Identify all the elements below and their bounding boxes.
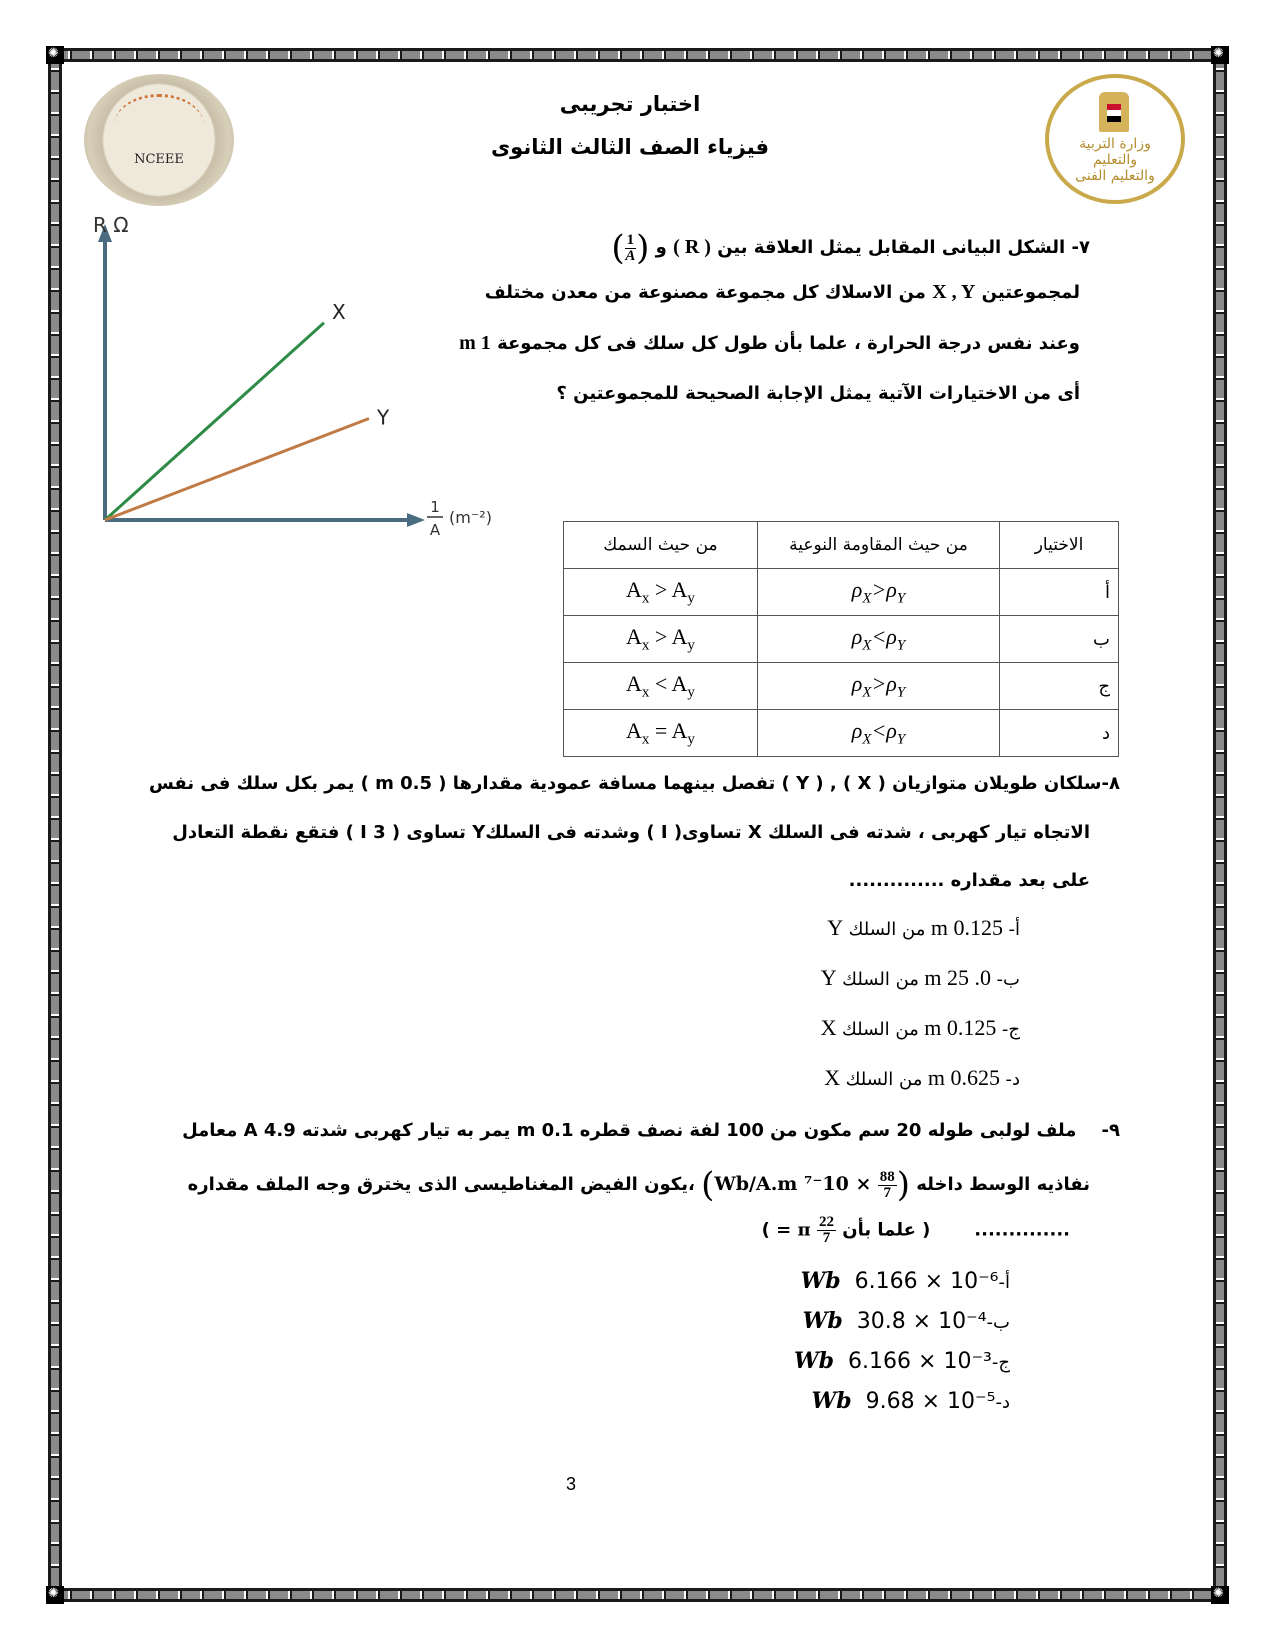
header-thickness: من حيث السمك <box>564 522 758 569</box>
border-corner-ornament <box>1211 46 1229 64</box>
table-row <box>564 663 1119 710</box>
resistivity-cell: $\rho_X<\rho_Y$ <box>757 710 999 757</box>
exam-subtitle: فيزياء الصف الثالث الثانوى <box>490 135 770 159</box>
y-axis-label: R Ω <box>93 213 129 237</box>
area-cell: $A_x > A_y$ <box>564 569 758 616</box>
header-resistivity: من حيث المقاومة النوعية <box>757 522 999 569</box>
q9-line-1: ٩- ملف لولبى طوله 20 سم مكون من 100 لفة نصف قطره 0.1 m يمر به تيار كهربى شدته 4.9 A معامل <box>182 1120 1120 1141</box>
exam-title: اختبار تجريبى <box>559 92 701 116</box>
series-line-y <box>105 419 369 521</box>
q8-line-2: الاتجاه تيار كهربى ، شدته فى السلك X تساوى( I ) وشدته فى السلكY تساوى ( 3 I ) فتقع نقطة التعادل <box>172 822 1090 843</box>
scales-emblem-icon <box>114 94 204 157</box>
resistivity-cell: $\rho_X<\rho_Y$ <box>757 616 999 663</box>
ministry-logo <box>1045 74 1185 204</box>
q8-line-3: على بعد مقداره .............. <box>848 870 1090 891</box>
x-axis-label-unit: (m⁻²) <box>449 508 492 527</box>
x-axis-arrow-icon <box>407 513 425 527</box>
header-choice: الاختيار <box>1000 522 1119 569</box>
logo-left-text: NCEEE <box>134 152 184 167</box>
x-axis-label-denominator: A <box>429 521 441 539</box>
area-cell: $A_x = A_y$ <box>564 710 758 757</box>
q7-r-symbol: ( R ) <box>673 236 711 258</box>
border-corner-ornament <box>1211 1586 1229 1604</box>
area-cell: $A_x < A_y$ <box>564 663 758 710</box>
area-cell: $A_x > A_y$ <box>564 616 758 663</box>
table-row <box>564 569 1119 616</box>
choice-label: ج <box>1000 663 1119 710</box>
series-line-x <box>105 323 324 520</box>
q7-choices-table <box>563 521 1119 757</box>
q7-line-2: لمجموعتين X , Y من الاسلاك كل مجموعة مصنوعة من معدن مختلف <box>484 281 1080 303</box>
q9-option[interactable]: د-Wb 9.68 × 10⁻⁵ <box>811 1388 1010 1414</box>
q8-option[interactable]: د- 0.625 m من السلك X <box>824 1065 1020 1090</box>
flag-icon <box>1107 104 1121 122</box>
page-border-left <box>48 50 62 1600</box>
q7-line-1: ٧- الشكل البيانى المقابل يمثل العلاقة بين ( R ) و ( $\frac{1}{A}$ ) <box>611 228 1090 268</box>
table-header-row <box>564 522 1119 569</box>
series-label-y: Y <box>377 405 390 430</box>
logo-right-arabic: وزارة التربية والتعليم والتعليم الفنى <box>1075 136 1155 184</box>
table-row <box>564 710 1119 757</box>
nceee-logo <box>84 74 234 206</box>
q9-option[interactable]: ب-Wb 30.8 × 10⁻⁴ <box>802 1308 1010 1334</box>
q7-line-4: أى من الاختيارات الآتية يمثل الإجابة الصحيحة للمجموعتين ؟ <box>556 383 1080 404</box>
series-label-x: X <box>332 299 346 324</box>
resistance-vs-inverse-area-chart <box>85 210 525 540</box>
q7-fraction: $\frac{1}{A}$ <box>625 231 636 264</box>
q7-line-3: وعند نفس درجة الحرارة ، علما بأن طول كل سلك فى كل مجموعة 1 m <box>459 332 1080 354</box>
q7-text: الشكل البيانى المقابل يمثل العلاقة بين <box>717 237 1066 258</box>
table-row <box>564 616 1119 663</box>
q7-and: و <box>655 237 667 258</box>
q8-number: ٨- <box>1101 773 1120 794</box>
q9-line-2: نفاذيه الوسط داخله ( $\frac{88}{7}$ × 10⁻⁷ Wb/A.m) ،يكون الفيض المغناطيسى الذى يخترق وجه الملف مقداره <box>187 1165 1090 1205</box>
q9-option[interactable]: ج-Wb 6.166 × 10⁻³ <box>793 1348 1010 1374</box>
border-corner-ornament <box>46 1586 64 1604</box>
x-axis-label-numerator: 1 <box>430 498 440 516</box>
q8-option[interactable]: أ- 0.125 m من السلك Y <box>827 915 1020 940</box>
page-border-right <box>1213 50 1227 1600</box>
choice-label: ب <box>1000 616 1119 663</box>
resistivity-cell: $\rho_X>\rho_Y$ <box>757 663 999 710</box>
page-border-top <box>50 48 1225 62</box>
q9-line-3: .............. ( علما بأن $\frac{22}{7}$ π = ) <box>761 1214 1070 1246</box>
q9-number: ٩- <box>1101 1120 1120 1141</box>
q8-option[interactable]: ب- 0. 25 m من السلك Y <box>820 965 1020 990</box>
choice-label: د <box>1000 710 1119 757</box>
border-corner-ornament <box>46 46 64 64</box>
q9-option[interactable]: أ-Wb 6.166 × 10⁻⁶ <box>800 1268 1010 1294</box>
q7-number: ٧- <box>1071 237 1090 258</box>
page-number: 3 <box>566 1474 577 1494</box>
permeability-value: × 10⁻⁷ Wb/A.m <box>714 1173 872 1195</box>
q8-line-1: ٨-سلكان طويلان متوازيان ( X ) , ( Y ) تفصل بينهما مسافة عمودية مقدارها ( 0.5 m ) يمر بكل سلك فى نفس <box>148 773 1120 794</box>
choice-label: أ <box>1000 569 1119 616</box>
resistivity-cell: $\rho_X>\rho_Y$ <box>757 569 999 616</box>
q8-option[interactable]: ج- 0.125 m من السلك X <box>820 1015 1020 1040</box>
page-border-bottom <box>50 1588 1225 1602</box>
